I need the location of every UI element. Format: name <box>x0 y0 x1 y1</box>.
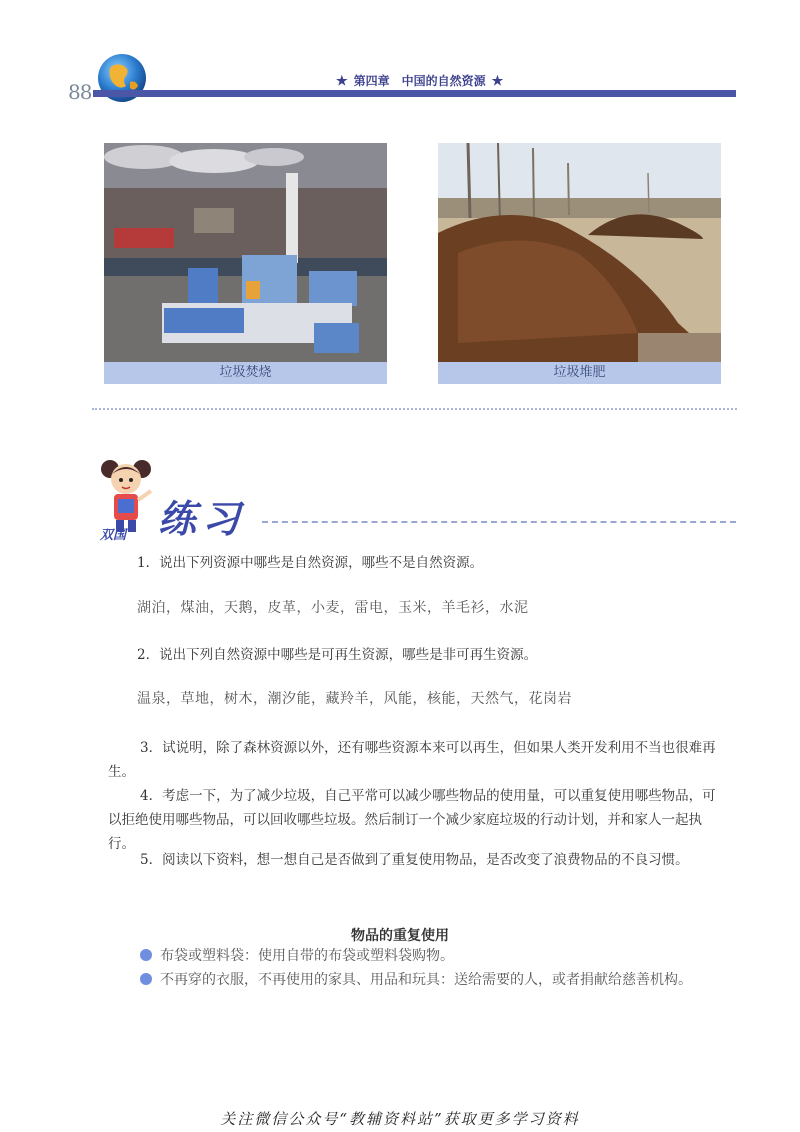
reading-item-text: 布袋或塑料袋：使用自带的布袋或塑料袋购物。 <box>160 948 454 964</box>
reading-title: 物品的重复使用 <box>351 928 449 944</box>
question-5: 5．阅读以下资料，想一想自己是否做到了重复使用物品，是否改变了浪费物品的不良习惯。 <box>140 852 689 868</box>
photo-card-incineration <box>104 143 387 384</box>
section-tag: 双国 <box>100 528 127 543</box>
chapter-title: 第四章 中国的自然资源 <box>353 74 486 88</box>
bullet-dot-icon <box>140 973 152 985</box>
photo-caption: 垃圾堆肥 <box>438 362 721 384</box>
star-icon: ★ <box>491 74 504 89</box>
question-1: 1．说出下列资源中哪些是自然资源，哪些不是自然资源。 <box>137 555 484 571</box>
photo-caption: 垃圾焚烧 <box>104 362 387 384</box>
page-number: 88 <box>68 80 92 104</box>
question-2: 2．说出下列自然资源中哪些是可再生资源，哪些是非可再生资源。 <box>137 647 538 663</box>
mascot-girl-icon <box>96 455 156 535</box>
star-icon: ★ <box>336 74 348 89</box>
compost-photo <box>438 143 721 362</box>
footer-note: 关注微信公众号“教辅资料站”获取更多学习资料 <box>220 1110 580 1128</box>
reading-item <box>108 968 728 992</box>
bullet-dot-icon <box>140 949 152 961</box>
section-title: 练习 <box>158 496 247 541</box>
photo-card-compost <box>438 143 721 384</box>
incineration-photo <box>104 143 387 362</box>
question-3: 3．试说明，除了森林资源以外，还有哪些资源本来可以再生，但如果人类开发利用不当也很难再生。 <box>108 740 716 780</box>
header-bar <box>93 90 736 97</box>
dashed-rule <box>262 521 736 523</box>
reading-item-text: 不再穿的衣服，不再使用的家具、用品和玩具：送给需要的人，或者捐献给慈善机构。 <box>160 972 692 988</box>
chapter-header <box>330 72 509 89</box>
question-1-items: 湖泊，煤油，天鹅，皮革，小麦，雷电，玉米，羊毛衫，水泥 <box>137 600 529 616</box>
question-4: 4．考虑一下，为了减少垃圾，自己平常可以减少哪些物品的使用量，可以重复使用哪些物品，可以拒绝使用哪些物品，可以回收哪些垃圾。然后制订一个减少家庭垃圾的行动计划，并和家人一起执行。 <box>108 788 716 852</box>
dotted-separator <box>92 408 737 410</box>
reading-item <box>108 944 728 968</box>
question-2-items: 温泉，草地，树木，潮汐能，藏羚羊，风能，核能，天然气，花岗岩 <box>137 691 572 707</box>
